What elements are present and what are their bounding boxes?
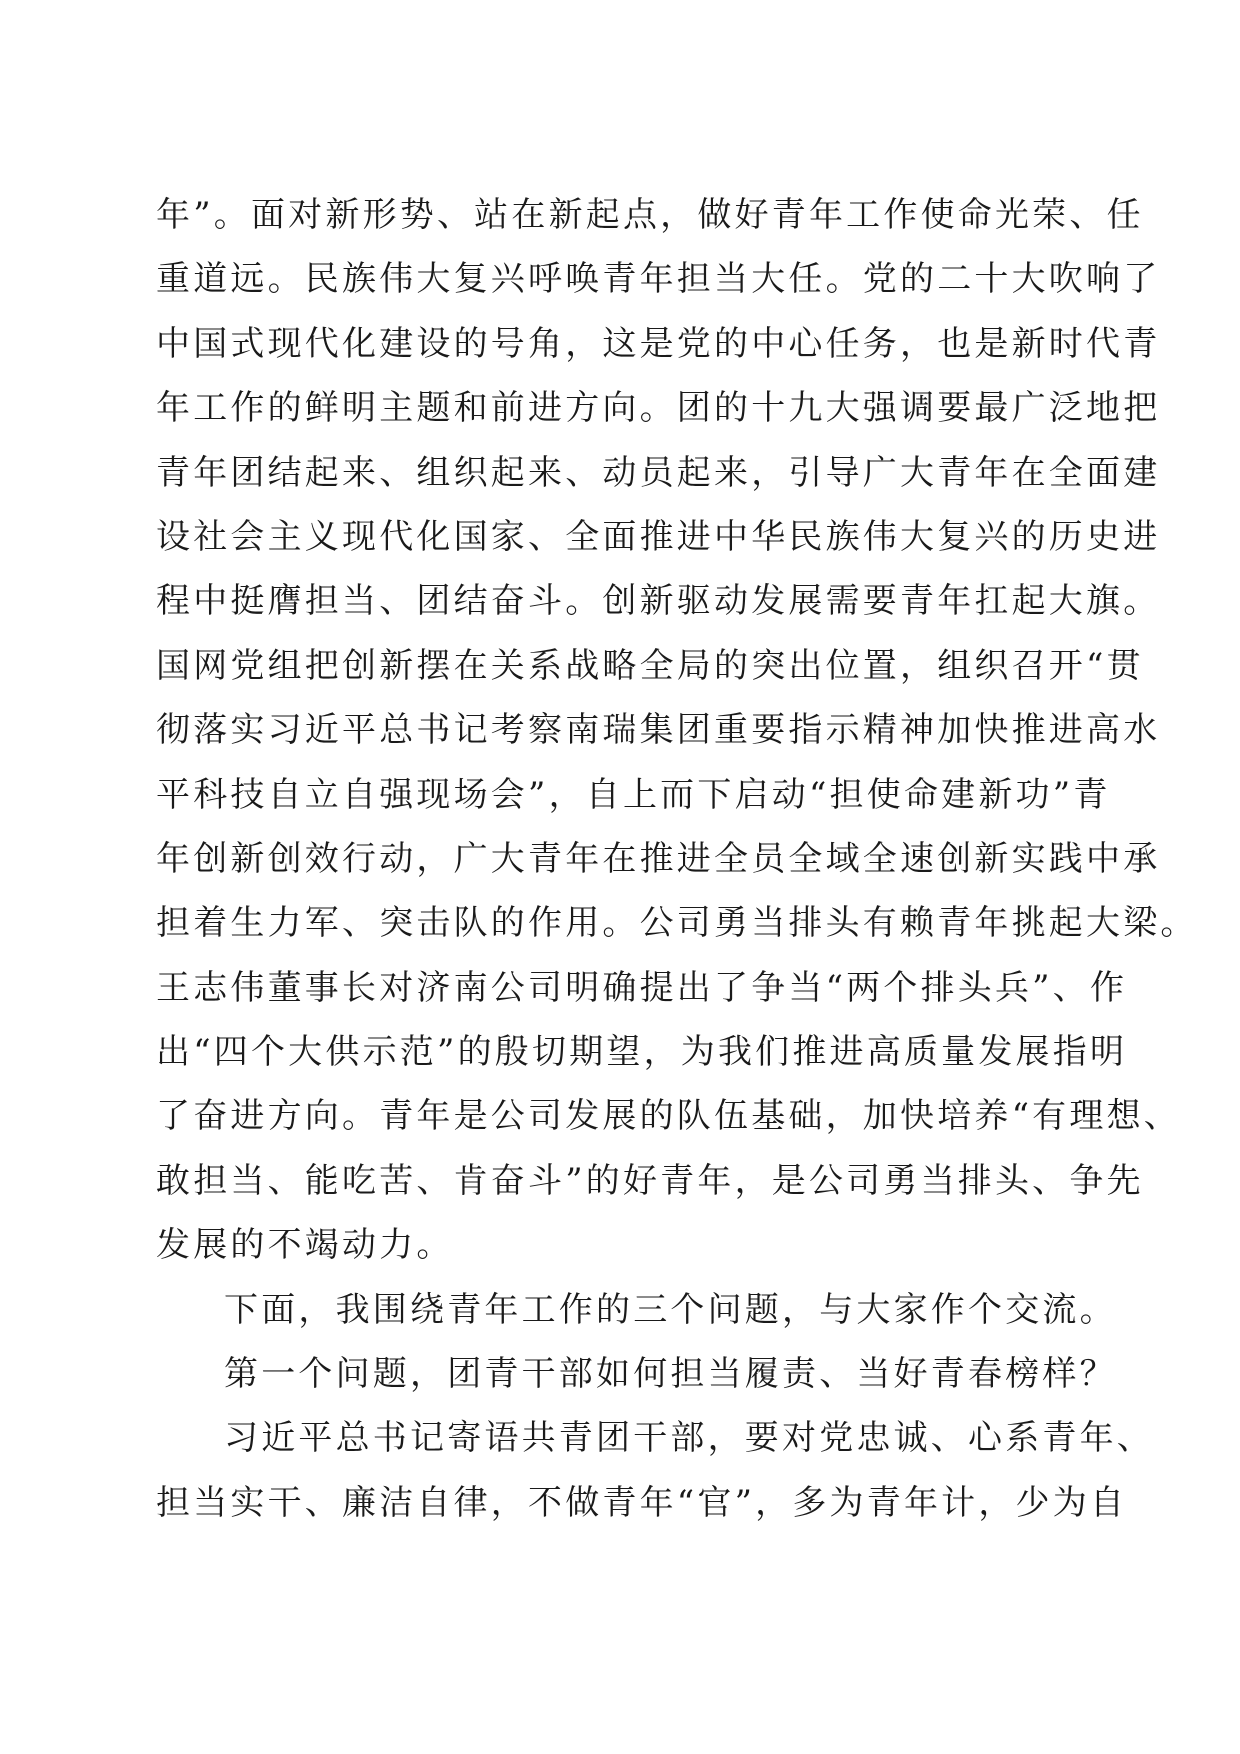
text-line-4: 年工作的鲜明主题和前进方向。团的十九大强调要最广泛地把 <box>156 388 1161 429</box>
text-line-2: 重道远。民族伟大复兴呼唤青年担当大任。党的二十大吹响了 <box>156 259 1161 300</box>
text-line-16: 敢担当、能吃苦、肯奋斗”的好青年，是公司勇当排头、争先 <box>156 1160 1144 1201</box>
text-line-10: 平科技自立自强现场会”，自上而下启动“担使命建新功”青 <box>156 774 1111 815</box>
text-line-17: 发展的不竭动力。 <box>156 1225 454 1266</box>
text-line-3: 中国式现代化建设的号角，这是党的中心任务，也是新时代青 <box>156 323 1161 364</box>
text-line-20: 习近平总书记寄语共青团干部，要对党忠诚、心系青年、 <box>224 1418 1154 1459</box>
text-line-5: 青年团结起来、组织起来、动员起来，引导广大青年在全面建 <box>156 452 1161 493</box>
text-line-11: 年创新创效行动，广大青年在推进全员全域全速创新实践中承 <box>156 838 1161 879</box>
text-line-12: 担着生力军、突击队的作用。公司勇当排头有赖青年挑起大梁。 <box>156 903 1198 944</box>
section-heading-first-question: 第一个问题，团青干部如何担当履责、当好青春榜样？ <box>224 1354 1117 1395</box>
text-line-21: 担当实干、廉洁自律，不做青年“官”，多为青年计，少为自 <box>156 1482 1128 1523</box>
text-line-6: 设社会主义现代化国家、全面推进中华民族伟大复兴的历史进 <box>156 516 1161 557</box>
text-line-9: 彻落实习近平总书记考察南瑞集团重要指示精神加快推进高水 <box>156 710 1161 751</box>
text-line-8: 国网党组把创新摆在关系战略全局的突出位置，组织召开“贯 <box>156 645 1144 686</box>
text-line-7: 程中挺膺担当、团结奋斗。创新驱动发展需要青年扛起大旗。 <box>156 581 1161 622</box>
text-line-1: 年”。面对新形势、站在新起点，做好青年工作使命光荣、任 <box>156 195 1144 235</box>
text-line-15: 了奋进方向。青年是公司发展的队伍基础，加快培养“有理想、 <box>156 1096 1181 1137</box>
text-line-14: 出“四个大供示范”的殷切期望，为我们推进高质量发展指明 <box>156 1032 1128 1073</box>
body-text <box>156 183 1198 1535</box>
paragraph-intro: 下面，我围绕青年工作的三个问题，与大家作个交流。 <box>224 1289 1117 1330</box>
text-line-13: 王志伟董事长对济南公司明确提出了争当“两个排头兵”、作 <box>156 967 1128 1008</box>
